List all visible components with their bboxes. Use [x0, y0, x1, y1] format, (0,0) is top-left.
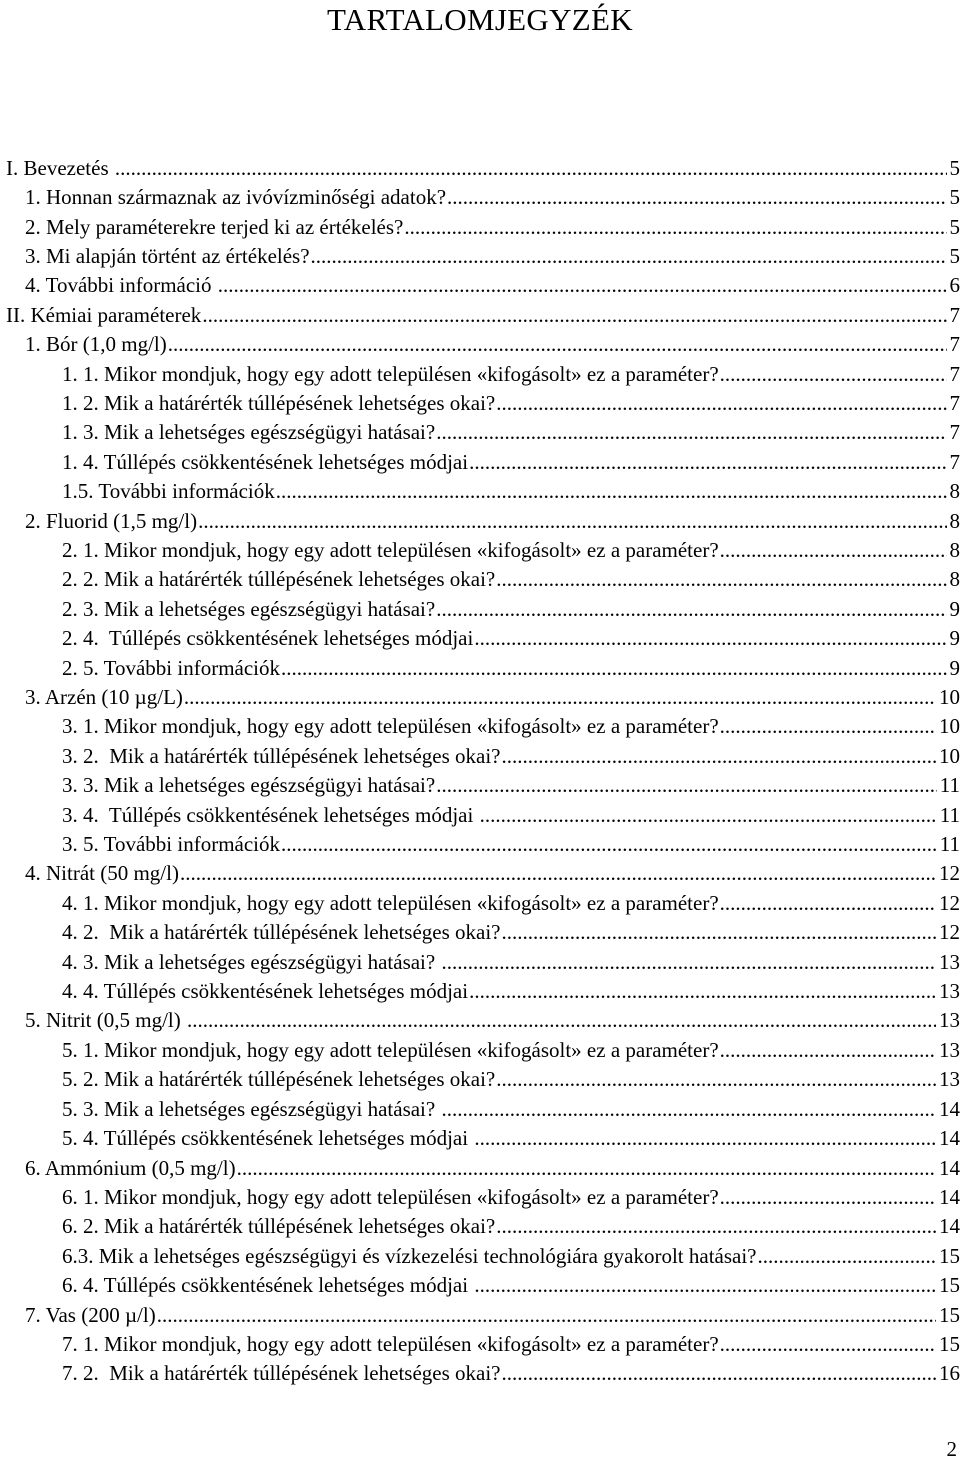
toc-entry-page: 7	[949, 302, 960, 327]
dot-leader	[720, 362, 947, 386]
toc-entry-title: 1. 4. Túllépés csökkentésének lehetséges módjai	[62, 449, 469, 474]
toc-entry[interactable]	[0, 712, 960, 741]
toc-entry-title: 3. 4. Túllépés csökkentésének lehetséges módjai	[62, 802, 479, 827]
toc-entry[interactable]	[0, 271, 960, 300]
toc-entry-title: 6.3. Mik a lehetséges egészségügyi és vízkezelési technológiára gyakorolt hatásai?	[62, 1243, 757, 1268]
toc-entry-page: 11	[939, 832, 960, 857]
toc-entry-page: 8	[949, 479, 960, 504]
dot-leader	[276, 479, 947, 503]
dot-leader	[720, 1332, 936, 1356]
toc-entry-title: 7. Vas (200 µ/l)	[25, 1302, 156, 1327]
toc-entry-page: 7	[949, 449, 960, 474]
toc-entry-page: 14	[939, 1184, 960, 1209]
toc-entry-title: 2. 5. További információk	[62, 655, 281, 680]
toc-entry-title: 3. 5. További információk	[62, 832, 281, 857]
toc-entry-title: 1. 1. Mikor mondjuk, hogy egy adott településen «kifogásolt» ez a paraméter?	[62, 361, 719, 386]
toc-entry-title: 2. 3. Mik a lehetséges egészségügyi hatásai?	[62, 596, 436, 621]
page-title: TARTALOMJEGYZÉK	[327, 2, 633, 37]
toc-entry[interactable]	[0, 300, 960, 329]
dot-leader	[480, 803, 937, 827]
dot-leader	[720, 538, 947, 562]
toc-entry-page: 14	[939, 1155, 960, 1180]
toc-entry-page: 8	[949, 567, 960, 592]
dot-leader	[502, 920, 937, 944]
toc-entry-page: 13	[939, 949, 960, 974]
toc-entry-title: 6. 4. Túllépés csökkentésének lehetséges módjai	[62, 1273, 474, 1298]
toc-entry[interactable]	[0, 624, 960, 653]
toc-entry-page: 14	[939, 1096, 960, 1121]
toc-entry-title: 6. Ammónium (0,5 mg/l)	[25, 1155, 236, 1180]
dot-leader	[281, 832, 937, 856]
dot-leader	[496, 1214, 936, 1238]
toc-entry-page: 15	[939, 1273, 960, 1298]
dot-leader	[496, 1067, 936, 1091]
toc-entry-title: 1.5. További információk	[62, 479, 275, 504]
toc-entry[interactable]	[0, 535, 960, 564]
toc-entry[interactable]	[0, 682, 960, 711]
dot-leader	[441, 950, 936, 974]
dot-leader	[436, 773, 937, 797]
toc-entry-page: 15	[939, 1243, 960, 1268]
toc-entry[interactable]	[0, 1241, 960, 1270]
toc-entry-page: 16	[939, 1361, 960, 1386]
toc-entry[interactable]	[0, 741, 960, 770]
dot-leader	[720, 1038, 936, 1062]
dot-leader	[168, 332, 947, 356]
toc-entry-page: 6	[949, 273, 960, 298]
toc-entry[interactable]	[0, 1270, 960, 1299]
toc-entry-page: 12	[939, 890, 960, 915]
toc-entry[interactable]	[0, 1359, 960, 1388]
toc-entry[interactable]	[0, 212, 960, 241]
toc-entry[interactable]	[0, 388, 960, 417]
dot-leader	[198, 509, 946, 533]
toc-entry[interactable]	[0, 1300, 960, 1329]
toc-entry[interactable]	[0, 888, 960, 917]
dot-leader	[502, 744, 937, 768]
dot-leader	[115, 156, 947, 180]
dot-leader	[720, 714, 936, 738]
dot-leader	[496, 567, 946, 591]
toc-entry-page: 12	[939, 861, 960, 886]
toc-entry-page: 9	[949, 626, 960, 651]
toc-entry[interactable]	[0, 241, 960, 270]
toc-entry[interactable]	[0, 1329, 960, 1358]
dot-leader	[436, 420, 946, 444]
toc-entry-title: 3. 2. Mik a határérték túllépésének lehetséges okai?	[62, 743, 501, 768]
toc-entry-page: 11	[939, 773, 960, 798]
toc-entry-page: 15	[939, 1331, 960, 1356]
toc-entry-title: 3. Arzén (10 µg/L)	[25, 685, 183, 710]
dot-leader	[441, 1097, 936, 1121]
table-of-contents	[0, 153, 960, 1388]
toc-entry-title: 2. Mely paraméterekre terjed ki az értékelés?	[25, 214, 404, 239]
dot-leader	[311, 244, 947, 268]
toc-entry-title: 4. 2. Mik a határérték túllépésének lehetséges okai?	[62, 920, 501, 945]
toc-entry[interactable]	[0, 329, 960, 358]
toc-entry[interactable]	[0, 1006, 960, 1035]
toc-entry[interactable]	[0, 418, 960, 447]
toc-entry-title: 5. Nitrit (0,5 mg/l)	[25, 1008, 186, 1033]
toc-entry-page: 9	[949, 655, 960, 680]
dot-leader	[436, 597, 946, 621]
toc-entry[interactable]	[0, 976, 960, 1005]
toc-entry[interactable]	[0, 476, 960, 505]
toc-entry-title: 5. 2. Mik a határérték túllépésének lehetséges okai?	[62, 1067, 496, 1092]
toc-entry[interactable]	[0, 918, 960, 947]
toc-entry-title: 5. 4. Túllépés csökkentésének lehetséges módjai	[62, 1126, 474, 1151]
toc-entry-page: 5	[949, 185, 960, 210]
toc-entry-title: 4. 4. Túllépés csökkentésének lehetséges módjai	[62, 979, 469, 1004]
toc-entry-page: 7	[949, 420, 960, 445]
dot-leader	[218, 273, 947, 297]
toc-entry[interactable]	[0, 506, 960, 535]
toc-entry[interactable]	[0, 1182, 960, 1211]
dot-leader	[720, 891, 936, 915]
toc-entry[interactable]	[0, 771, 960, 800]
toc-entry-title: 2. 4. Túllépés csökkentésének lehetséges módjai	[62, 626, 474, 651]
toc-entry-title: 4. Nitrát (50 mg/l)	[25, 861, 179, 886]
toc-entry-page: 11	[939, 802, 960, 827]
toc-entry-title: 7. 2. Mik a határérték túllépésének lehetséges okai?	[62, 1361, 501, 1386]
toc-entry-page: 14	[939, 1126, 960, 1151]
toc-entry-title: 1. 3. Mik a lehetséges egészségügyi hatásai?	[62, 420, 436, 445]
toc-entry-title: 3. 1. Mikor mondjuk, hogy egy adott településen «kifogásolt» ez a paraméter?	[62, 714, 719, 739]
toc-entry-title: 4. További információ	[25, 273, 217, 298]
toc-entry-page: 7	[949, 390, 960, 415]
toc-entry-title: 4. 3. Mik a lehetséges egészségügyi hatásai?	[62, 949, 441, 974]
dot-leader	[180, 861, 936, 885]
toc-entry-page: 8	[949, 508, 960, 533]
dot-leader	[157, 1303, 936, 1327]
toc-entry[interactable]	[0, 1153, 960, 1182]
dot-leader	[469, 979, 936, 1003]
dot-leader	[237, 1156, 936, 1180]
toc-entry-title: 6. 1. Mikor mondjuk, hogy egy adott településen «kifogásolt» ez a paraméter?	[62, 1184, 719, 1209]
toc-entry-page: 9	[949, 596, 960, 621]
toc-entry-title: II. Kémiai paraméterek	[6, 302, 202, 327]
toc-entry-title: 6. 2. Mik a határérték túllépésének lehetséges okai?	[62, 1214, 496, 1239]
toc-entry-page: 5	[949, 214, 960, 239]
dot-leader	[474, 1273, 936, 1297]
toc-entry-page: 12	[939, 920, 960, 945]
toc-entry-page: 7	[949, 332, 960, 357]
toc-entry[interactable]	[0, 800, 960, 829]
toc-entry[interactable]	[0, 829, 960, 858]
toc-entry[interactable]	[0, 359, 960, 388]
toc-entry-title: 5. 3. Mik a lehetséges egészségügyi hatásai?	[62, 1096, 441, 1121]
toc-entry-title: 5. 1. Mikor mondjuk, hogy egy adott településen «kifogásolt» ez a paraméter?	[62, 1037, 719, 1062]
dot-leader	[447, 185, 946, 209]
toc-entry-page: 13	[939, 979, 960, 1004]
toc-entry[interactable]	[0, 653, 960, 682]
toc-entry-title: 3. Mi alapján történt az értékelés?	[25, 243, 310, 268]
toc-entry-page: 10	[939, 743, 960, 768]
dot-leader	[496, 391, 946, 415]
dot-leader	[202, 303, 946, 327]
toc-entry[interactable]	[0, 1094, 960, 1123]
toc-entry[interactable]	[0, 947, 960, 976]
toc-entry[interactable]	[0, 1065, 960, 1094]
toc-entry[interactable]	[0, 1123, 960, 1152]
toc-entry-page: 13	[939, 1037, 960, 1062]
dot-leader	[502, 1361, 937, 1385]
toc-entry[interactable]	[0, 565, 960, 594]
toc-entry-page: 7	[949, 361, 960, 386]
toc-entry-title: 1. 2. Mik a határérték túllépésének lehetséges okai?	[62, 390, 496, 415]
dot-leader	[281, 656, 946, 680]
toc-entry[interactable]	[0, 1212, 960, 1241]
toc-entry-page: 5	[949, 155, 960, 180]
toc-entry[interactable]	[0, 182, 960, 211]
toc-entry-page: 10	[939, 714, 960, 739]
toc-entry-page: 13	[939, 1067, 960, 1092]
toc-entry[interactable]	[0, 1035, 960, 1064]
dot-leader	[404, 215, 946, 239]
dot-leader	[474, 1126, 936, 1150]
dot-leader	[474, 626, 946, 650]
toc-entry-title: 4. 1. Mikor mondjuk, hogy egy adott településen «kifogásolt» ez a paraméter?	[62, 890, 719, 915]
toc-entry-title: I. Bevezetés	[6, 155, 114, 180]
dot-leader	[720, 1185, 936, 1209]
toc-entry-title: 7. 1. Mikor mondjuk, hogy egy adott településen «kifogásolt» ez a paraméter?	[62, 1331, 719, 1356]
toc-entry-page: 5	[949, 243, 960, 268]
toc-entry[interactable]	[0, 859, 960, 888]
toc-entry-page: 8	[949, 537, 960, 562]
dot-leader	[469, 450, 946, 474]
toc-entry-page: 15	[939, 1302, 960, 1327]
toc-entry-title: 2. 2. Mik a határérték túllépésének lehetséges okai?	[62, 567, 496, 592]
dot-leader	[758, 1244, 937, 1268]
toc-entry[interactable]	[0, 447, 960, 476]
toc-entry-title: 3. 3. Mik a lehetséges egészségügyi hatásai?	[62, 773, 436, 798]
toc-entry-title: 2. 1. Mikor mondjuk, hogy egy adott településen «kifogásolt» ez a paraméter?	[62, 537, 719, 562]
page-number: 2	[946, 1437, 957, 1461]
toc-entry-title: 2. Fluorid (1,5 mg/l)	[25, 508, 198, 533]
toc-entry-page: 13	[939, 1008, 960, 1033]
toc-entry[interactable]	[0, 153, 960, 182]
toc-entry-title: 1. Bór (1,0 mg/l)	[25, 332, 167, 357]
toc-entry-page: 10	[939, 685, 960, 710]
dot-leader	[187, 1008, 936, 1032]
dot-leader	[184, 685, 936, 709]
toc-entry-title: 1. Honnan származnak az ivóvízminőségi adatok?	[25, 185, 447, 210]
toc-entry-page: 14	[939, 1214, 960, 1239]
toc-entry[interactable]	[0, 594, 960, 623]
